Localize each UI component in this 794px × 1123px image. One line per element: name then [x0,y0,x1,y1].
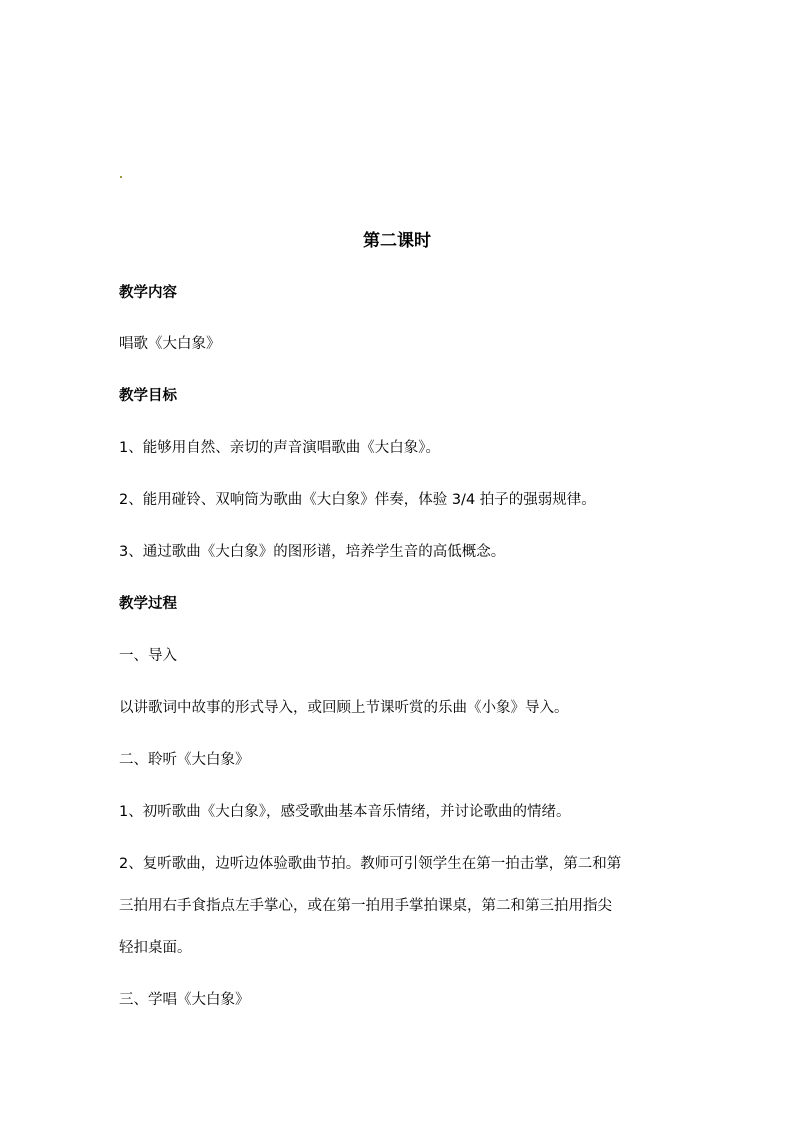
heading-teaching-goals: 教学目标 [119,388,177,404]
step-2-item-2-line-2: 三拍用右手食指点左手掌心，或在第一拍用手掌拍课桌，第二和第三拍用指尖 [119,898,612,914]
teaching-content-text: 唱歌《大白象》 [119,336,221,352]
step-2-item-1: 1、初听歌曲《大白象》，感受歌曲基本音乐情绪，并讨论歌曲的情绪。 [119,804,571,820]
step-2-item-2-line-1: 2、复听歌曲，边听边体验歌曲节拍。教师可引领学生在第一拍击掌，第二和第 [119,856,622,872]
lesson-title: 第二课时 [363,231,431,251]
heading-teaching-process: 教学过程 [119,596,177,612]
heading-teaching-content: 教学内容 [119,285,177,301]
step-3-heading: 三、学唱《大白象》 [119,992,250,1008]
step-2-item-2-line-3: 轻扣桌面。 [119,940,192,956]
step-1-text: 以讲歌词中故事的形式导入，或回顾上节课听赏的乐曲《小象》导入。 [119,700,569,716]
step-2-heading: 二、聆听《大白象》 [119,752,250,768]
goal-item-2: 2、能用碰铃、双响筒为歌曲《大白象》伴奏，体验 3/4 拍子的强弱规律。 [119,492,596,508]
goal-item-1: 1、能够用自然、亲切的声音演唱歌曲《大白象》。 [119,440,440,456]
step-1-heading: 一、导入 [119,648,177,664]
stray-dot [120,176,122,178]
goal-item-3: 3、通过歌曲《大白象》的图形谱，培养学生音的高低概念。 [119,544,506,560]
